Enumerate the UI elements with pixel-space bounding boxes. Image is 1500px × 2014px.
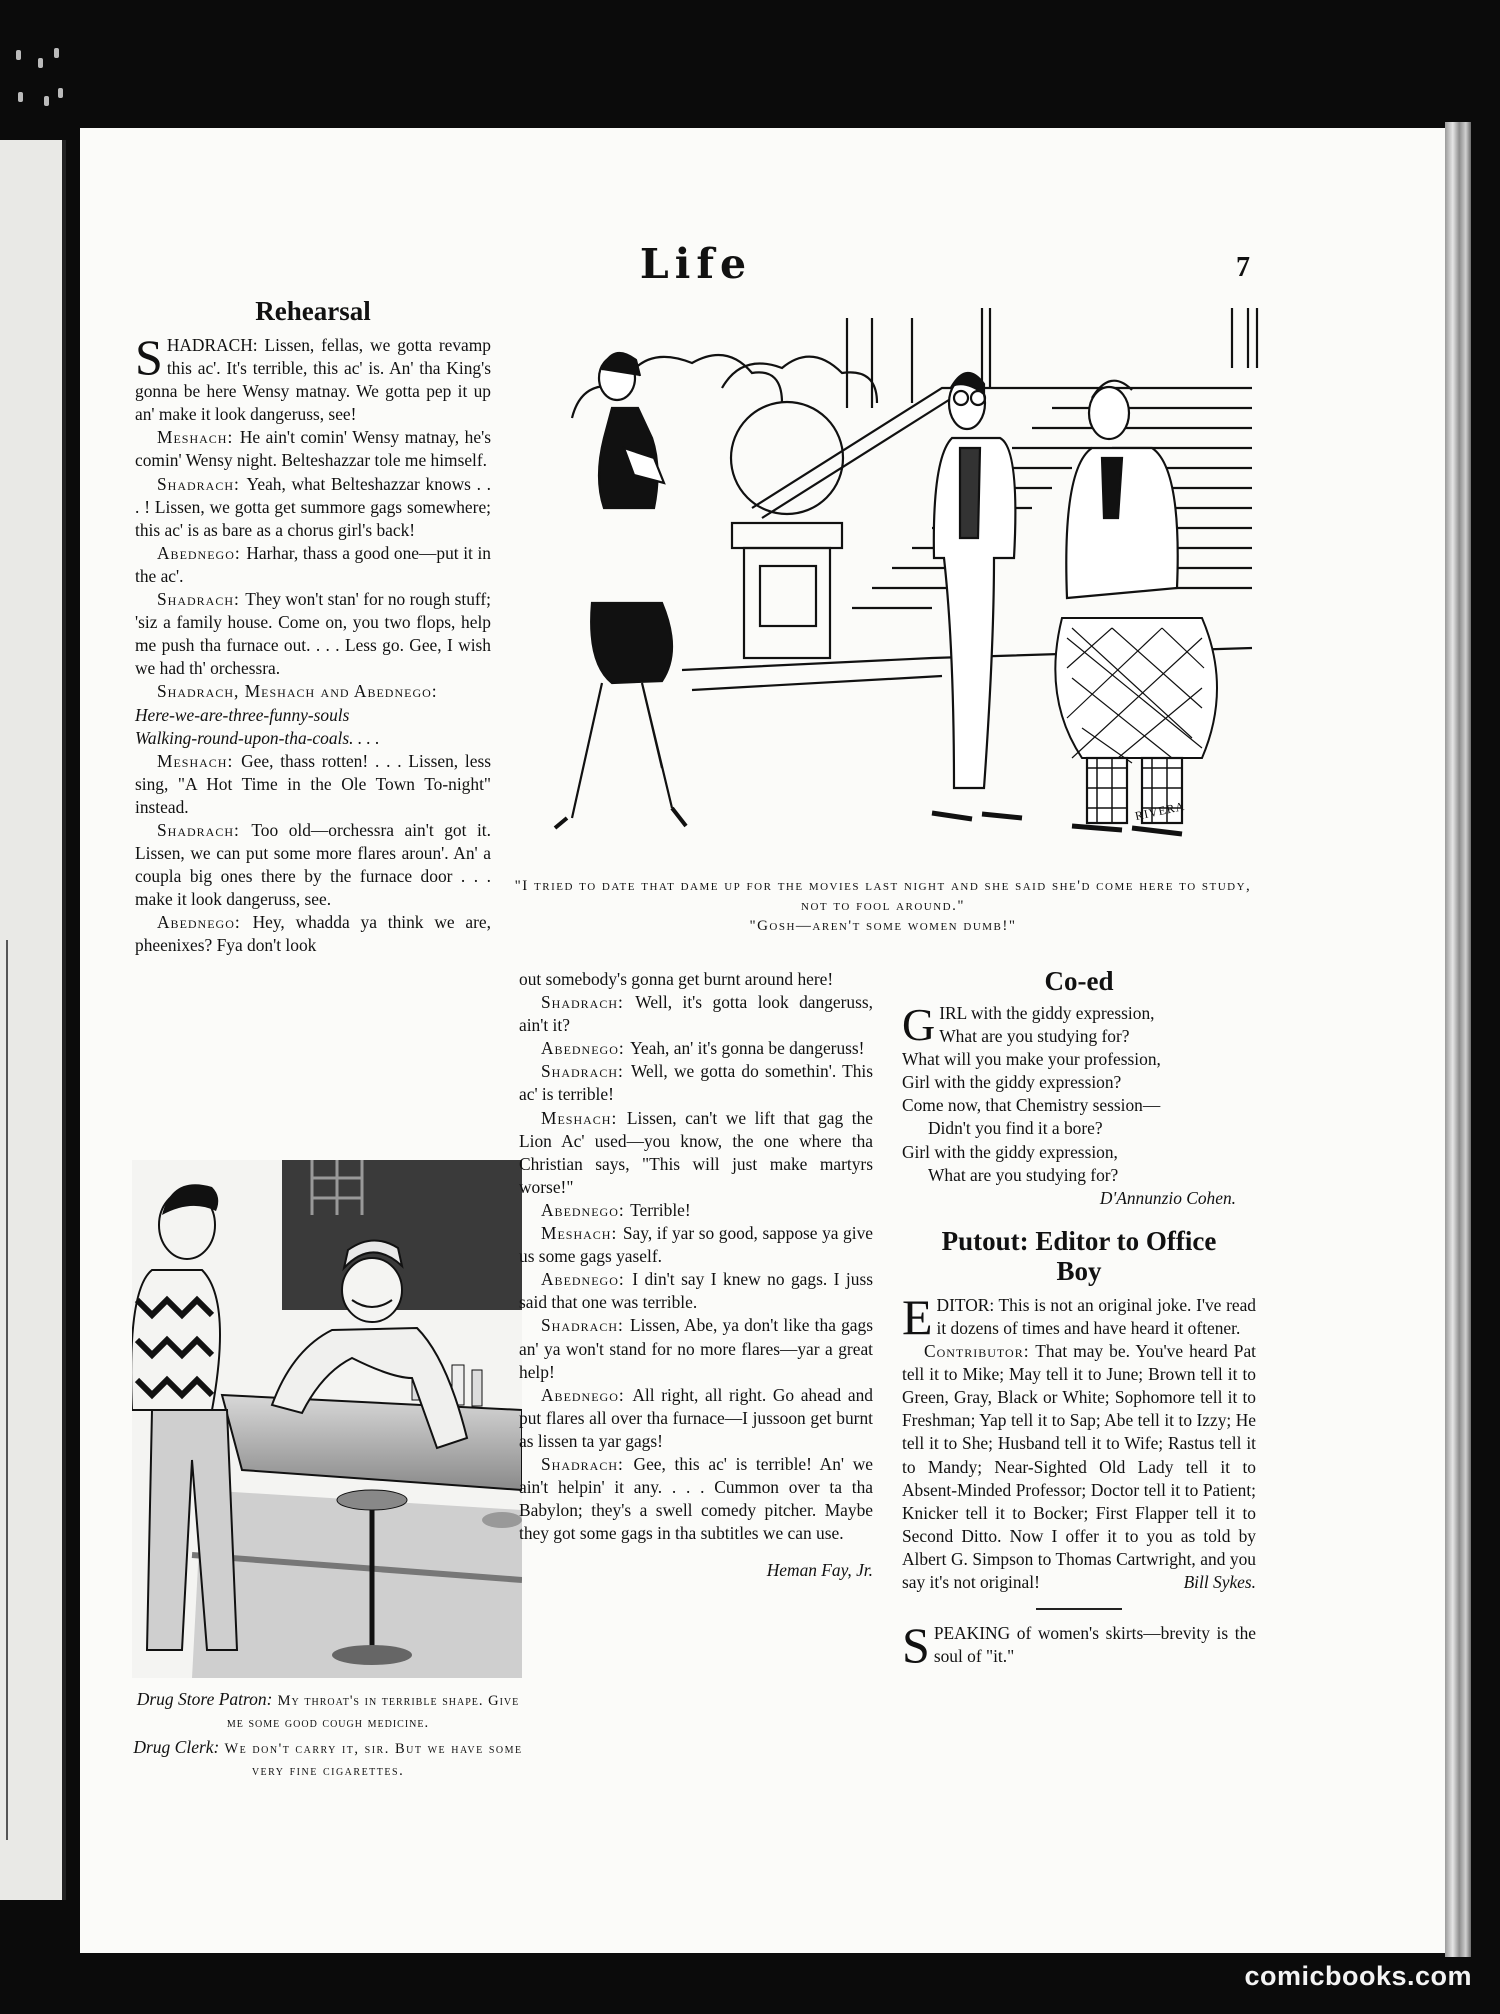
dialogue-text: Terrible!: [630, 1199, 691, 1220]
poem-line-text: Come now, that Chemistry session—: [902, 1095, 1161, 1116]
speaker-name: Abednego:: [157, 542, 247, 563]
left-page-edge: [0, 140, 66, 1900]
poem-line-text: Girl with the giddy expression,: [902, 1141, 1118, 1162]
dialogue-paragraph: [519, 1037, 873, 1060]
speaker-name: Abednego:: [541, 1384, 633, 1405]
dialogue-paragraph: [519, 1314, 873, 1383]
poem-line: [902, 1164, 1256, 1187]
coed-signature: D'Annunzio Cohen.: [1099, 1187, 1236, 1208]
dialogue-paragraph: [519, 991, 873, 1037]
dialogue-paragraph: [519, 1107, 873, 1199]
right-column: [902, 966, 1256, 1674]
dialogue-paragraph: [135, 329, 491, 426]
speaker-name: Abednego:: [541, 1038, 631, 1059]
flapper-cartoon-caption: [506, 876, 1260, 936]
dialogue-text: All right, all right. Go ahead and put flares all over tha furnace—I jussoon get burnt as lissen ta yar gags!: [519, 1384, 873, 1451]
drop-cap: S: [135, 329, 163, 385]
patron-text: My throat's in terrible shape. Give me some good cough medicine.: [226, 1693, 520, 1731]
speaker-name: Shadrach:: [157, 473, 247, 494]
putout-signature: Bill Sykes.: [1183, 1572, 1256, 1593]
speaker-name: Meshach:: [541, 1223, 623, 1244]
coed-poem: [902, 999, 1256, 1187]
drug-store-cartoon: [132, 1160, 522, 1678]
rehearsal-column-2: [519, 968, 873, 1582]
speaking-text: PEAKING of women's skirts—brevity is the soul of "it.": [933, 1623, 1256, 1667]
patron-label: Drug Store Patron:: [136, 1689, 273, 1709]
dialogue-paragraph: [519, 1199, 873, 1222]
dialogue-text: Yeah, an' it's gonna be dangeruss!: [630, 1038, 865, 1059]
speaker-name: Shadrach:: [157, 819, 252, 840]
speaker-name: Abednego:: [541, 1269, 633, 1290]
putout-drop-cap: E: [902, 1288, 933, 1345]
dialogue-paragraph: [135, 750, 491, 819]
speaker-name: Abednego:: [157, 912, 253, 933]
poem-line: [902, 1141, 1256, 1164]
poem-line: [902, 1094, 1256, 1117]
dialogue-text: out somebody's gonna get burnt around here!: [519, 969, 834, 989]
dialogue-text: Well, it's gotta look dangeruss, ain't it?: [519, 992, 873, 1036]
poem-line-text: What are you studying for?: [939, 1026, 1130, 1047]
poem-line-text: Girl with the giddy expression?: [902, 1072, 1122, 1093]
dialogue-text: Well, we gotta do somethin'. This ac' is terrible!: [519, 1061, 873, 1105]
rehearsal-body-1: [135, 329, 492, 958]
speaker-name: Shadrach:: [541, 1061, 632, 1082]
dialogue-paragraph: [519, 1060, 873, 1106]
rehearsal-column-1: [135, 296, 491, 958]
putout-contributor-label: Contributor:: [924, 1341, 1030, 1362]
speaker-name: Shadrach:: [157, 589, 246, 610]
dialogue-paragraph: [519, 1384, 873, 1453]
dialogue-text: Harhar, thass a good one—put it in the ac'.: [135, 542, 491, 586]
putout-contributor-text: That may be. You've heard Pat tell it to Mike; May tell it to June; Brown tell it to Green, Gray, Black or White; Sophomore tell it to Freshman; Yap tell it to Sap; Abe tell it to Izzy; He tell it to She; Husband tell it to Wife; Rastus tell it to Mandy; Near-Sighted Old Lady tell it to Absent-Minded Professor; Doctor tell it to Patient; Knicker tell it to Bocker; First Flapper tell it to Second Ditto. Now I offer it to you as told by Albert G. Simpson to Thomas Cartwright, and you say it's not original!: [902, 1341, 1256, 1592]
speaker-name: Meshach:: [157, 750, 242, 771]
drug-store-caption: [130, 1688, 526, 1782]
dialogue-paragraph: [519, 1268, 873, 1314]
dialogue-paragraph: [135, 542, 491, 588]
poem-line-text: Didn't you find it a bore?: [928, 1118, 1103, 1139]
putout-title: Putout: Editor to Office Boy: [941, 1225, 1217, 1286]
flapper-caption-line-2: "Gosh—aren't some women dumb!": [749, 918, 1017, 934]
coed-drop-cap: G: [902, 999, 936, 1050]
watermark: comicbooks.com: [1244, 1961, 1472, 1991]
dialogue-paragraph: [135, 473, 491, 542]
dialogue-paragraph: [135, 588, 491, 680]
putout-editor-paragraph: [902, 1288, 1256, 1345]
poem-line-text: What will you make your profession,: [902, 1049, 1161, 1070]
speaker-name: Meshach:: [541, 1107, 627, 1128]
speaker-name: Shadrach:: [541, 1453, 634, 1474]
flapper-cartoon: [512, 298, 1262, 858]
dialogue-text: Say, if yar so good, sappose ya give us some gags yaself.: [519, 1223, 873, 1267]
speaker-name: Shadrach:: [541, 992, 636, 1013]
page-stack-edge: [1445, 122, 1471, 1957]
song-line: Here-we-are-three-funny-souls: [135, 704, 350, 725]
clerk-label: Drug Clerk:: [133, 1737, 220, 1757]
section-divider: [1036, 1608, 1122, 1610]
speaking-drop-cap: S: [902, 1617, 930, 1674]
dialogue-paragraph: [135, 819, 491, 911]
rehearsal-body-2: [519, 968, 873, 1545]
rehearsal-signature: Heman Fay, Jr.: [766, 1560, 873, 1581]
dialogue-text: Gee, thass rotten! . . . Lissen, less sing, "A Hot Time in the Ole Town To-night" instead.: [135, 750, 491, 817]
dialogue-paragraph: [135, 911, 491, 957]
coed-title: Co-ed: [1044, 966, 1114, 996]
page-number: 7: [1236, 252, 1250, 283]
dialogue-text: I din't say I knew no gags. I juss said that one was terrible.: [519, 1269, 873, 1313]
speaker-name: Shadrach:: [541, 1315, 631, 1336]
poem-line: [902, 1048, 1256, 1071]
poem-line-text: What are you studying for?: [928, 1164, 1119, 1185]
speaker-name: Meshach:: [157, 427, 240, 448]
dialogue-text: Too old—orchessra ain't got it. Lissen, we can put some more flares aroun'. An' a coupla big ones there by the furnace door . . . make it look dangeruss, see.: [135, 819, 491, 910]
artist-signature-rivera: RIVERA: [1133, 798, 1187, 824]
putout-contributor-paragraph: [902, 1340, 1256, 1594]
dialogue-text: Lissen, Abe, ya don't like tha gags an' ya won't stand for no more flares—yar a great help!: [519, 1315, 873, 1382]
speaker-name: Abednego:: [541, 1199, 631, 1220]
flapper-caption-line-1: "I tried to date that dame up for the movies last night and she said she'd come here to study, not to fool around.": [514, 878, 1252, 914]
dialogue-paragraph: [135, 680, 491, 703]
dialogue-text: He ain't comin' Wensy matnay, he's comin' Wensy night. Belteshazzar tole me himself.: [135, 427, 491, 471]
poem-line: [902, 1071, 1256, 1094]
poem-line: [902, 1117, 1256, 1140]
spine-marks: [8, 40, 68, 130]
dialogue-paragraph: [519, 968, 873, 991]
poem-line: [902, 1025, 1256, 1048]
speaker-name: Shadrach, Meshach and Abednego:: [157, 681, 438, 702]
dialogue-text: They won't stan' for no rough stuff; 'siz a family house. Come on, you two flops, help me push tha furnace out. . . . Less go. Gee, I wish we had th' orchessra.: [135, 589, 491, 679]
dialogue-paragraph: [135, 426, 491, 472]
poem-line-text: IRL with the giddy expression,: [939, 1003, 1155, 1023]
masthead-title: Life: [639, 240, 753, 288]
song-line: Walking-round-upon-tha-coals. . . .: [135, 727, 380, 748]
dialogue-text: HADRACH: Lissen, fellas, we gotta revamp this ac'. It's terrible, this ac' is. An' tha King's gonna be here Wensy matnay. We gotta pep it up an' make it look dangeruss, see!: [135, 335, 491, 425]
dialogue-text: Hey, whadda ya think we are, pheenixes? Fya don't look: [135, 912, 492, 956]
speaking-paragraph: [902, 1617, 1256, 1674]
dialogue-text: Yeah, what Belteshazzar knows . . . ! Lissen, we gotta get summore gags somewhere; this ac' is as bare as a chorus girl's back!: [135, 473, 491, 540]
dialogue-text: Gee, this ac' is terrible! An' we ain't helpin' it any. . . . Cummon over ta tha Babylon; they's a swell comedy pitcher. Maybe they got some gags in tha subtitles we can use.: [519, 1453, 873, 1544]
putout-editor-text: DITOR: This is not an original joke. I've read it dozens of times and have heard it oftener.: [936, 1294, 1256, 1338]
dialogue-paragraph: [519, 1222, 873, 1268]
rehearsal-title: Rehearsal: [255, 296, 371, 326]
dialogue-text: Lissen, can't we lift that gag the Lion Ac' used—you know, the one where tha Christian says, "This will just make martyrs worse!": [519, 1107, 873, 1197]
clerk-text: We don't carry it, sir. But we have some very fine cigarettes.: [224, 1741, 523, 1779]
dialogue-paragraph: [519, 1453, 873, 1545]
